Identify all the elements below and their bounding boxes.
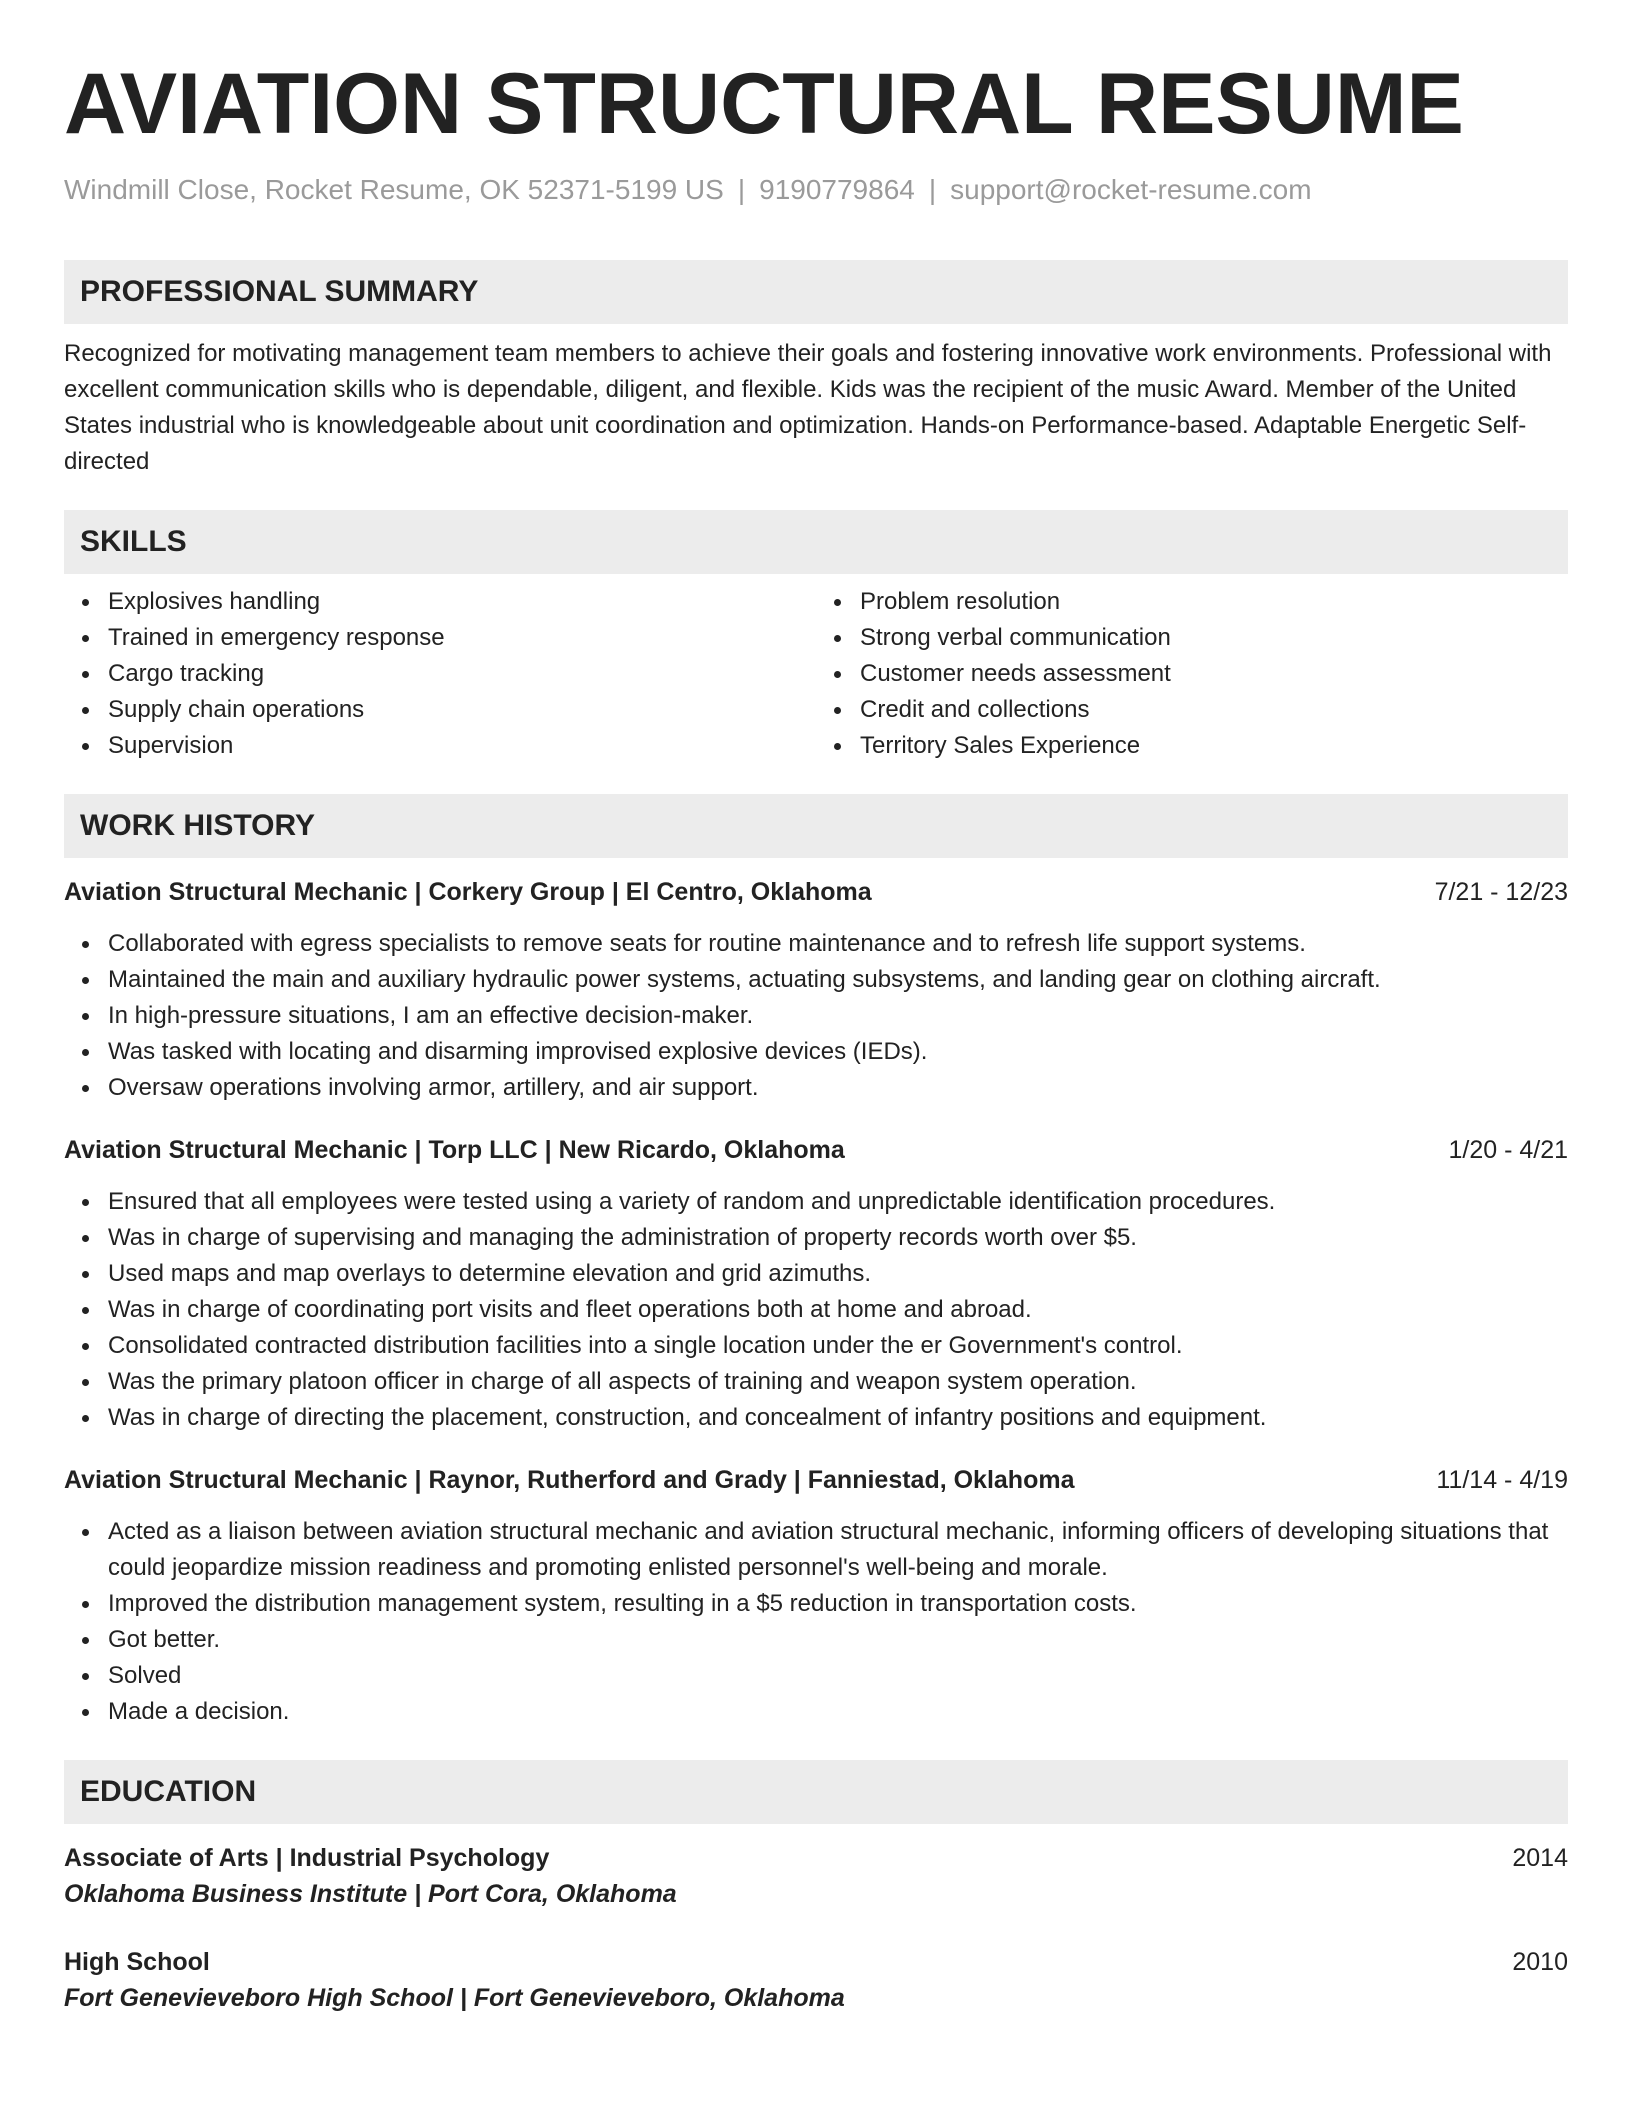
graduation-year: 2010	[1512, 1948, 1568, 1976]
summary-section	[64, 260, 1568, 480]
skill-item: Explosives handling	[108, 584, 816, 620]
skill-item: Territory Sales Experience	[860, 728, 1568, 764]
skills-heading: SKILLS	[64, 510, 1568, 574]
job-bullet: Collaborated with egress specialists to remove seats for routine maintenance and to refresh life support systems.	[108, 926, 1568, 962]
contact-line	[64, 172, 1568, 208]
job-bullet: Consolidated contracted distribution facilities into a single location under the er Government's control.	[108, 1328, 1568, 1364]
contact-phone: 9190779864	[759, 174, 915, 205]
education-entry	[64, 1840, 1568, 1912]
job-title: Aviation Structural Mechanic | Raynor, Rutherford and Grady | Fanniestad, Oklahoma	[64, 1466, 1075, 1494]
education-entry	[64, 1944, 1568, 2016]
graduation-year: 2014	[1512, 1844, 1568, 1872]
job-entry	[64, 874, 1568, 1106]
job-entry	[64, 1462, 1568, 1730]
job-bullet: Was in charge of coordinating port visits and fleet operations both at home and abroad.	[108, 1292, 1568, 1328]
summary-heading: PROFESSIONAL SUMMARY	[64, 260, 1568, 324]
degree-title: High School	[64, 1948, 210, 1976]
job-bullets	[64, 926, 1568, 1106]
skill-item: Cargo tracking	[108, 656, 816, 692]
education-heading: EDUCATION	[64, 1760, 1568, 1824]
job-bullet: Oversaw operations involving armor, artillery, and air support.	[108, 1070, 1568, 1106]
job-dates: 1/20 - 4/21	[1448, 1136, 1568, 1164]
job-bullet: Ensured that all employees were tested using a variety of random and unpredictable identification procedures.	[108, 1184, 1568, 1220]
skill-item: Strong verbal communication	[860, 620, 1568, 656]
skills-column-left	[64, 584, 816, 764]
resume-title: AVIATION STRUCTURAL RESUME	[64, 56, 1464, 152]
contact-address: Windmill Close, Rocket Resume, OK 52371-5199 US	[64, 174, 724, 205]
job-bullet: Was in charge of directing the placement, construction, and concealment of infantry positions and equipment.	[108, 1400, 1568, 1436]
job-bullet: Was in charge of supervising and managing the administration of property records worth over $5.	[108, 1220, 1568, 1256]
job-entry	[64, 1132, 1568, 1436]
skills-section	[64, 510, 1568, 764]
job-bullet: Got better.	[108, 1622, 1568, 1658]
job-bullet: Maintained the main and auxiliary hydraulic power systems, actuating subsystems, and landing gear on clothing aircraft.	[108, 962, 1568, 998]
work-heading: WORK HISTORY	[64, 794, 1568, 858]
work-section	[64, 794, 1568, 1730]
contact-separator: |	[928, 174, 937, 205]
skills-list	[64, 584, 1568, 764]
job-bullets	[64, 1514, 1568, 1730]
job-bullet: In high-pressure situations, I am an effective decision-maker.	[108, 998, 1568, 1034]
job-title: Aviation Structural Mechanic | Corkery Group | El Centro, Oklahoma	[64, 878, 872, 906]
school-name: Oklahoma Business Institute | Port Cora, Oklahoma	[64, 1880, 677, 1908]
job-bullet: Improved the distribution management system, resulting in a $5 reduction in transportation costs.	[108, 1586, 1568, 1622]
contact-separator: |	[737, 174, 746, 205]
job-dates: 7/21 - 12/23	[1434, 878, 1568, 906]
job-bullet: Solved	[108, 1658, 1568, 1694]
contact-email: support@rocket-resume.com	[950, 174, 1312, 205]
summary-text: Recognized for motivating management team members to achieve their goals and fostering innovative work environments. Professional with excellent communication skills who is dependable, diligent, and flexible. Kids was the recipient of the music Award. Member of the United States industrial who is knowledgeable about unit coordination and optimization. Hands-on Performance-based. Adaptable Energetic Self-directed	[64, 340, 1552, 475]
job-bullets	[64, 1184, 1568, 1436]
skills-column-right	[816, 584, 1568, 764]
education-section	[64, 1760, 1568, 2016]
skill-item: Customer needs assessment	[860, 656, 1568, 692]
skill-item: Trained in emergency response	[108, 620, 816, 656]
skill-item: Supply chain operations	[108, 692, 816, 728]
job-bullet: Was the primary platoon officer in charge of all aspects of training and weapon system operation.	[108, 1364, 1568, 1400]
skill-item: Supervision	[108, 728, 816, 764]
degree-title: Associate of Arts | Industrial Psychology	[64, 1844, 550, 1872]
skill-item: Credit and collections	[860, 692, 1568, 728]
skill-item: Problem resolution	[860, 584, 1568, 620]
school-name: Fort Genevieveboro High School | Fort Genevieveboro, Oklahoma	[64, 1984, 845, 2012]
job-bullet: Made a decision.	[108, 1694, 1568, 1730]
job-dates: 11/14 - 4/19	[1436, 1466, 1568, 1494]
job-bullet: Used maps and map overlays to determine elevation and grid azimuths.	[108, 1256, 1568, 1292]
job-title: Aviation Structural Mechanic | Torp LLC | New Ricardo, Oklahoma	[64, 1136, 845, 1164]
job-bullet: Was tasked with locating and disarming improvised explosive devices (IEDs).	[108, 1034, 1568, 1070]
job-bullet: Acted as a liaison between aviation structural mechanic and aviation structural mechanic, informing officers of developing situations that could jeopardize mission readiness and promoting enlisted personnel's well-being and morale.	[108, 1514, 1568, 1586]
